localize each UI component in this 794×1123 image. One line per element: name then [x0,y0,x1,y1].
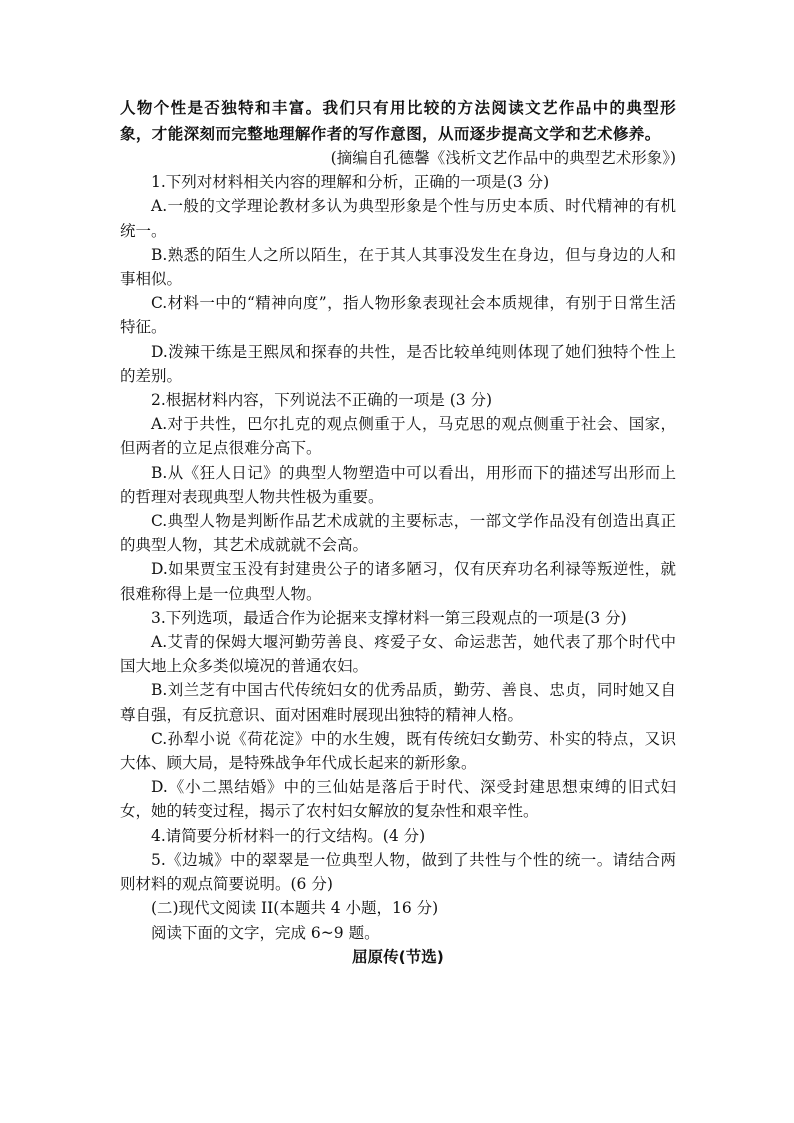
question-2-option-b: B.从《狂人日记》的典型人物塑造中可以看出，用形而下的描述写出形而上的哲理对表现典型人物共性极为重要。 [120,463,676,506]
question-3-option-b: B.刘兰芝有中国古代传统妇女的优秀品质，勤劳、善良、忠贞，同时她又自尊自强，有反抗意识、面对困难时展现出独特的精神人格。 [120,681,676,724]
section-instruction: 阅读下面的文字，完成 6~9 题。 [151,923,380,942]
question-5-stem: 5.《边城》中的翠翠是一位典型人物，做到了共性与个性的统一。请结合两则材料的观点简要说明。(6 分) [120,850,676,894]
question-3-stem: 3.下列选项，最适合作为论据来支撑材料一第三段观点的一项是(3 分) [151,608,627,627]
intro-paragraph: 人物个性是否独特和丰富。我们只有用比较的方法阅读文艺作品中的典型形象，才能深刻而完整地理解作者的写作意图，从而逐步提高文学和艺术修养。 [120,99,676,143]
question-1-stem: 1.下列对材料相关内容的理解和分析，正确的一项是(3 分) [151,173,550,192]
question-1-option-c: C.材料一中的“精神向度”，指人物形象表现社会本质规律，有别于日常生活特征。 [120,294,676,337]
section-heading: (二)现代文阅读 II(本题共 4 小题，16 分) [151,899,439,918]
question-3-option-d: D.《小二黑结婚》中的三仙姑是落后于时代、深受封建思想束缚的旧式妇女，她的转变过程，揭示了农村妇女解放的复杂性和艰辛性。 [120,778,676,821]
passage-title: 屈原传(节选) [352,947,444,966]
question-2-option-a: A.对于共性，巴尔扎克的观点侧重于人，马克思的观点侧重于社会、国家，但两者的立足点很难分高下。 [120,415,676,458]
question-3-option-c: C.孙犁小说《荷花淀》中的水生嫂，既有传统妇女勤劳、朴实的特点，又识大体、顾大局，是特殊战争年代成长起来的新形象。 [120,729,676,773]
question-2-option-d: D.如果贾宝玉没有封建贵公子的诸多陋习，仅有厌弃功名利禄等叛逆性，就很难称得上是一位典型人物。 [120,560,676,603]
question-1-option-a: A.一般的文学理论教材多认为典型形象是个性与历史本质、时代精神的有机统一。 [120,197,676,240]
source-citation: (摘编自孔德馨《浅析文艺作品中的典型艺术形象》) [330,149,676,167]
question-1-option-d: D.泼辣干练是王熙凤和探春的共性，是否比较单纯则体现了她们独特个性上的差别。 [120,342,676,385]
question-2-stem: 2.根据材料内容，下列说法不正确的一项是 (3 分) [151,391,493,410]
question-1-option-b: B.熟悉的陌生人之所以陌生，在于其人其事没发生在身边，但与身边的人和事相似。 [120,245,676,289]
document-content [120,96,676,969]
question-3-option-a: A.艾青的保姆大堰河勤劳善良、疼爱子女、命运悲苦，她代表了那个时代中国大地上众多类似境况的普通农妇。 [120,633,676,676]
question-4-stem: 4.请简要分析材料一的行文结构。(4 分) [151,826,426,845]
question-2-option-c: C.典型人物是判断作品艺术成就的主要标志，一部文学作品没有创造出真正的典型人物，其艺术成就就不会高。 [120,512,676,555]
